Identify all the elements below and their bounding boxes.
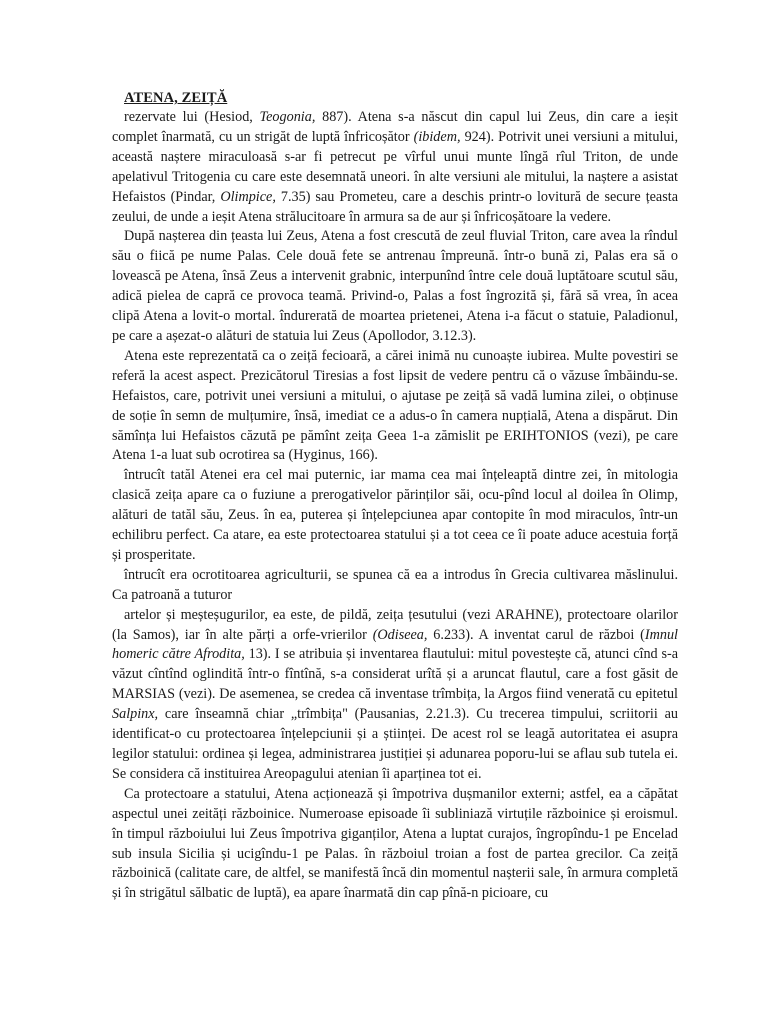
italic-citation: (ibidem, [413, 128, 461, 145]
paragraph-birth: rezervate lui (Hesiod, Teogonia, 887). Atena s-a născut din capul lui Zeus, din care a ieșit complet înarmată, cu un strigăt de luptă înfricoșător (ibidem, 924). Potrivit unei versiuni a mitului, această naștere miraculoasă s-ar fi petrecut pe vîrful unui munte lîngă rîul Triton, de unde apelativul Tritogenia cu care este desemnată uneori. în alte versiuni ale mitului, la naștere a asistat Hefaistos (Pindar, Olimpice, 7.35) sau Prometeu, care a deschis printr-o lovitură de secure țeasta zeului, de unde a ieșit Atena strălucitoare în armura sa de aur și înfricoșătoare la vedere. [112, 109, 678, 225]
entry-title: ATENA, ZEIȚĂ [124, 90, 228, 106]
italic-citation: Teogonia, [259, 109, 316, 125]
paragraph-warrior: Ca protectoare a statului, Atena acționează și împotriva dușmanilor externi; astfel, ea a căpătat aspectul unei zeități războinice. Numeroase episoade îi subliniază virtuțile războinice și eroismul. în timpul războiului lui Zeus împotriva giganților, Atena a luptat curajos, îngropîndu-1 pe Encelad sub insula Sicilia și ucigîndu-1 pe Palas. în războiul troian a fost de partea grecilor. Ca zeiță războinică (calitate care, de altfel, se manifestă încă din momentul nașterii sale, în armura completă și în strigătul sălbatic de luptă), ea apare înarmată din cap pînă-n picioare, cu [112, 785, 678, 902]
paragraph-virgin-goddess: Atena este reprezentată ca o zeiță fecioară, a cărei inimă nu cunoaște iubirea. Multe povestiri se referă la acest aspect. Prezicătorul Tiresias a fost lipsit de vedere pentru că o văzuse îmbăindu-se. Hefaistos, care, potrivit unei versiuni a mitului, o ajutase pe zeiță să vadă lumina zilei, o obținuse de soție în semn de mulțumire, însă, imediat ce a adus-o în camera nupțială, Atena a dispărut. Din sămînța lui Hefaistos căzută pe pămînt zeița Geea 1-a zămislit pe ERIHTONIOS (vezi), pe care Atena 1-a luat sub ocrotirea sa (Hyginus, 166). [112, 347, 678, 464]
italic-citation: (Odiseea, [372, 626, 428, 643]
paragraph-arts-crafts: artelor și meșteșugurilor, ea este, de pildă, zeița țesutului (vezi ARAHNE), protectoare olarilor (la Samos), iar în alte părți a orfe-vrierilor (Odiseea, 6.233). A inventat carul de război (Imnul homeric către Afrodita, 13). I se atribuia și inventarea flautului: mitul povestește că, atunci cînd s-a văzut cîntînd oglindită într-o fîntînă, s-a considerat urîtă și a aruncat flautul, care a fost găsit de MARSIAS (vezi). De asemenea, se credea că inventase trîmbița, la Argos fiind venerată cu epitetul Salpinx, care înseamnă chiar „trîmbița" (Pausanias, 2.21.3). Cu trecerea timpului, scriitorii au identificat-o cu protectoarea înțelepciunii și a științei. De acest rol se leagă autoritatea ei asupra legilor statului: ordinea și legea, administrarea justiției și adunarea poporu-lui se aflau sub tutela ei. Se considera că instituirea Areopagului atenian îi aparținea tot ei. [112, 606, 679, 782]
italic-citation: Imnul homeric către Afrodita, [112, 626, 678, 663]
paragraph-triton-palas: După nașterea din țeasta lui Zeus, Atena a fost crescută de zeul fluvial Triton, care avea la rîndul său o fiică pe nume Palas. Cele două fete se antrenau împreună. într-o bună zi, Palas era să o lovească pe Atena, însă Zeus a intervenit grabnic, interpunînd între cele două luptătoare scutul său, adică pielea de capră ce provoca teamă. Privind-o, Palas a fost îngrozită și, fără să vrea, în acea clipă Atena a lovit-o mortal. îndurerată de moartea prietenei, Atena i-a făcut o statuie, Paladionul, pe care a așezat-o alături de statuia lui Zeus (Apollodor, 3.12.3). [112, 228, 678, 344]
italic-citation: Salpinx, [112, 706, 159, 723]
paragraph-parents: întrucît tatăl Atenei era cel mai puternic, iar mama cea mai înțeleaptă dintre zei, în mitologia clasică zeița apare ca o fuziune a prerogativelor părinților săi, ocu-pînd locul al doilea în Olimp, alături de tatăl său, Zeus. în ea, puterea și înțelepciunea apar contopite în mod miraculos, într-un echilibru perfect. Ca atare, ea este protectoarea statului și a tot ceea ce îi poate aduce acestuia forță și prosperitate. [112, 467, 678, 563]
italic-citation: Olimpice, [220, 188, 276, 205]
paragraph-agriculture: întrucît era ocrotitoarea agriculturii, se spunea că ea a introdus în Grecia cultivarea măslinului. Ca patroană a tuturor [112, 566, 678, 603]
